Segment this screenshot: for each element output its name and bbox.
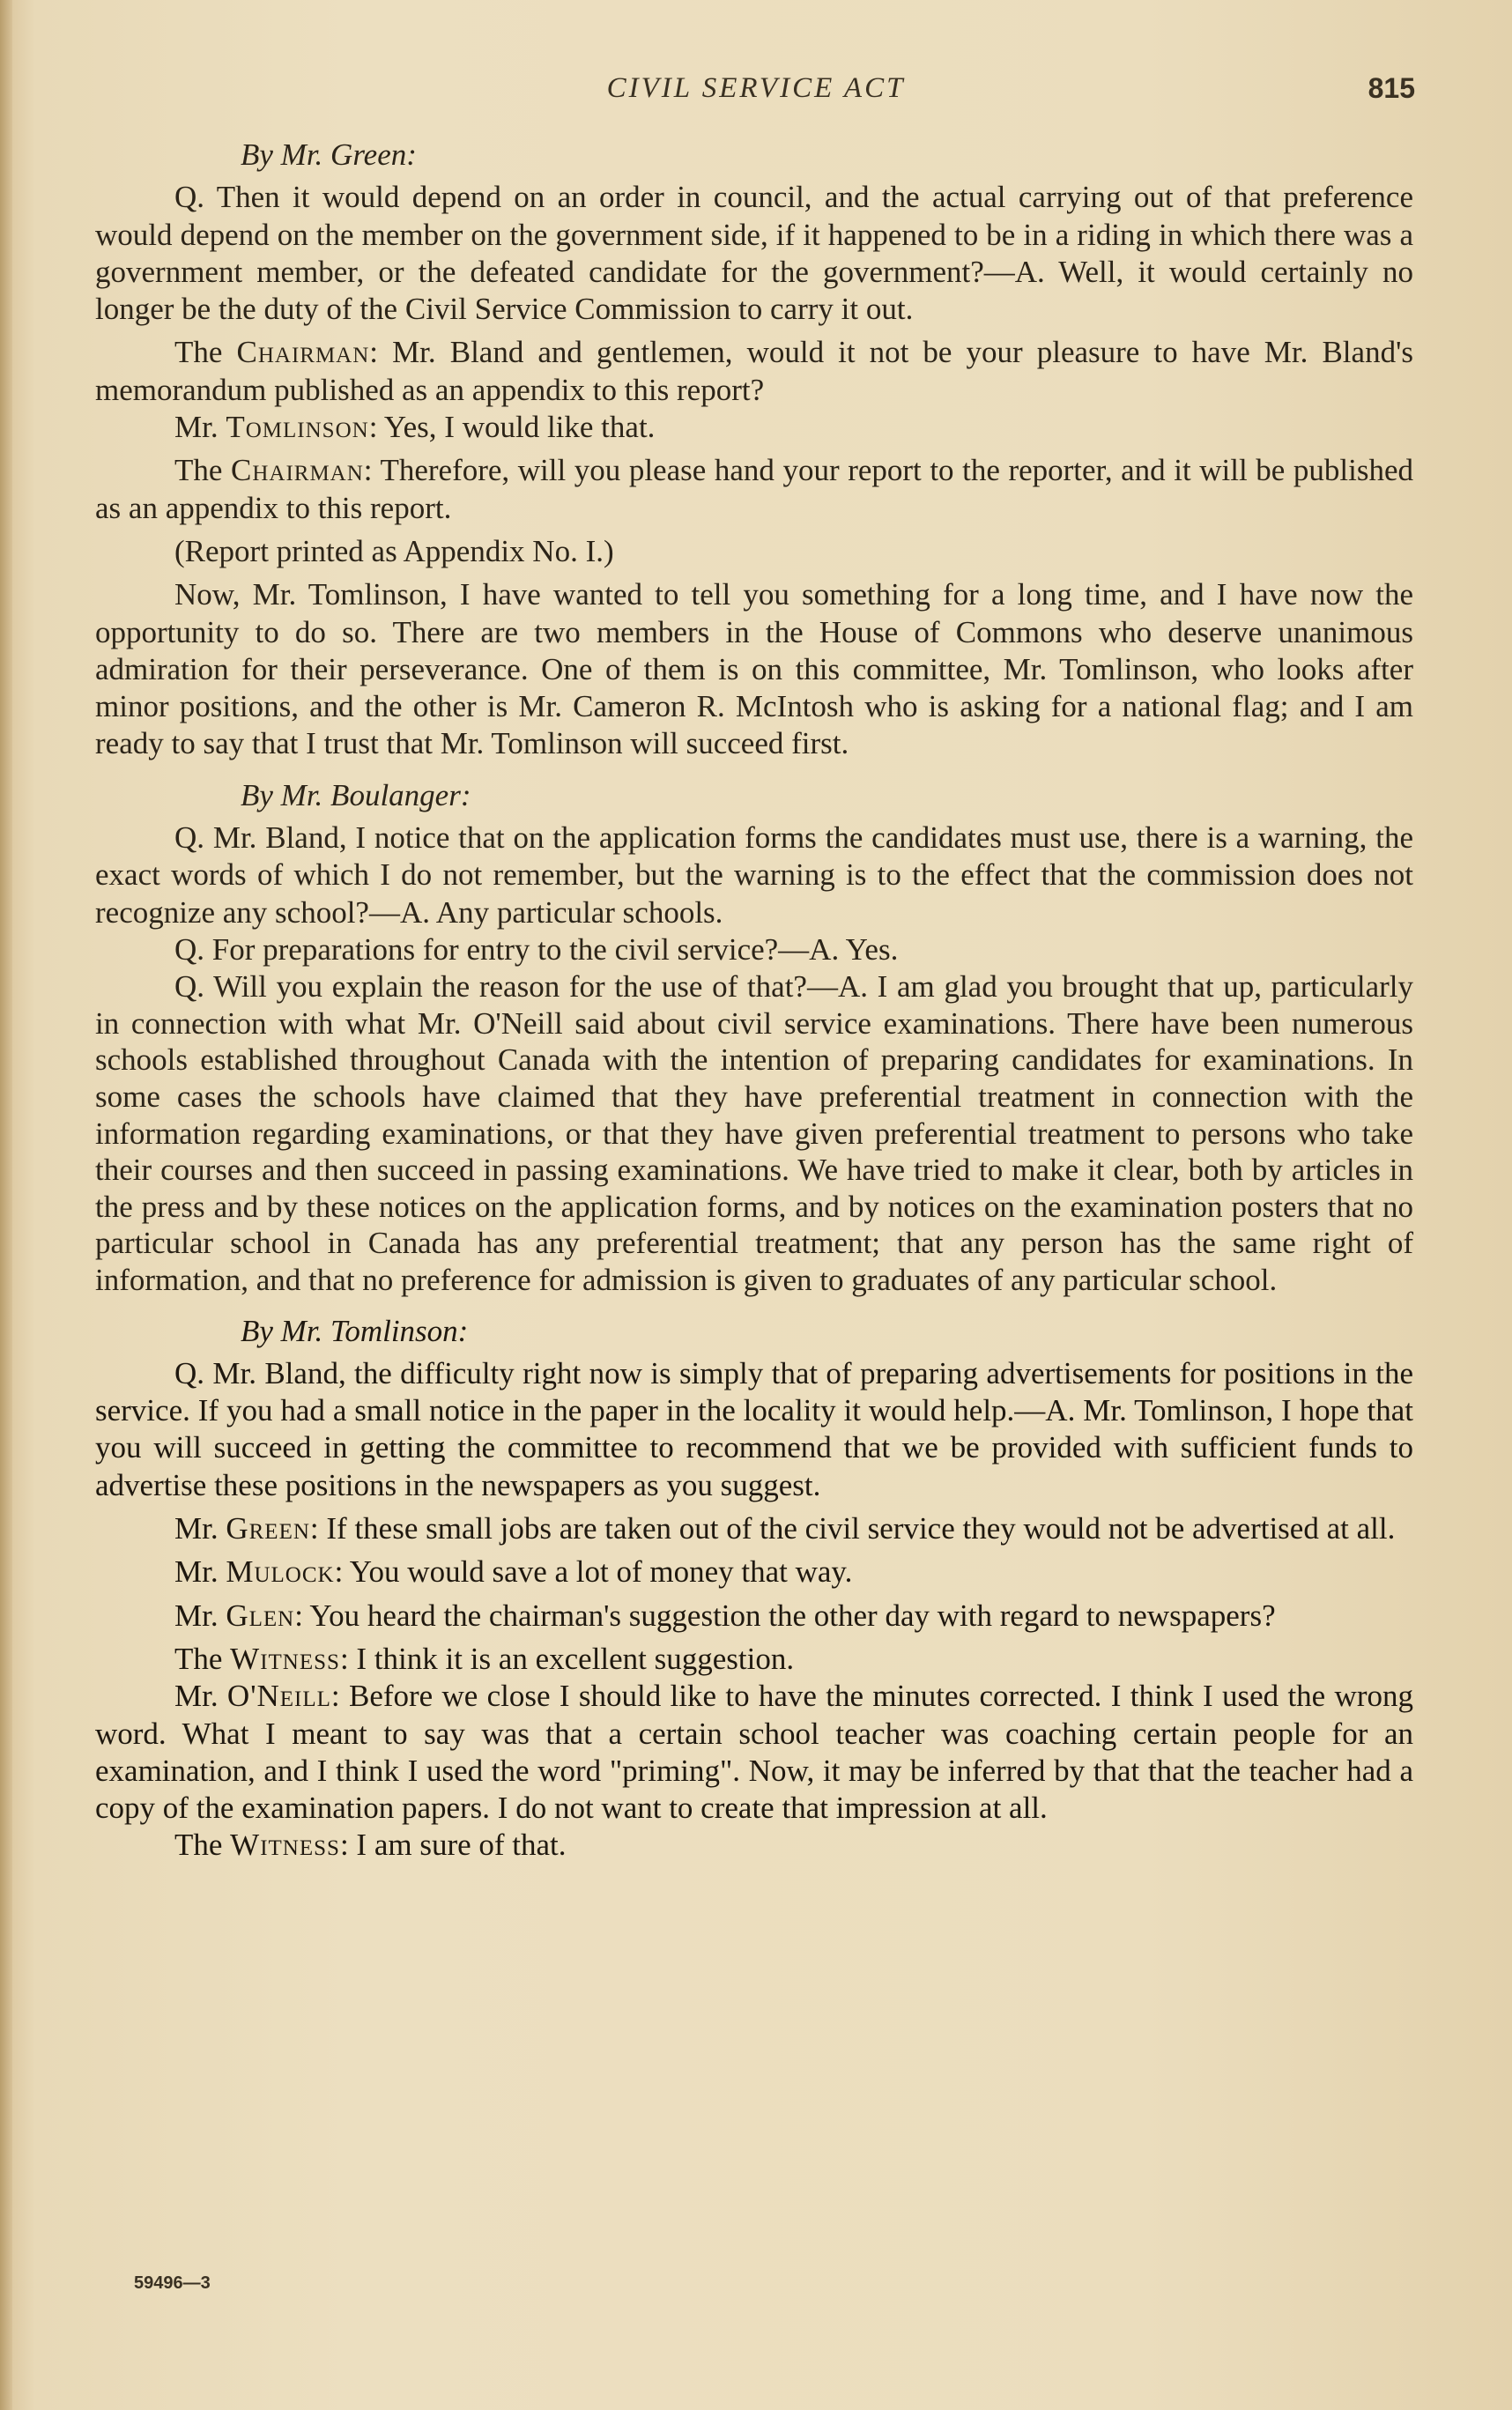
paragraph-mulock-remark xyxy=(95,1554,1413,1591)
examiner-heading-boulanger: By Mr. Boulanger: xyxy=(241,777,471,812)
speaker-name: Witness xyxy=(230,1641,340,1676)
speaker-name: Chairman xyxy=(236,335,370,370)
speaker-prefix: Mr. xyxy=(174,1598,226,1633)
speaker-name: Witness xyxy=(230,1828,340,1863)
printer-code: 59496—3 xyxy=(134,2273,211,2293)
speaker-name: Chairman xyxy=(231,453,364,488)
paragraph-text: : You heard the chairman's suggestion the other day with regard to newspapers? xyxy=(294,1598,1276,1633)
paragraph-green-remark xyxy=(95,1510,1413,1547)
speaker-prefix: The xyxy=(174,335,237,370)
speaker-name: Mulock xyxy=(226,1554,335,1590)
speaker-name: Tomlinson xyxy=(226,410,369,445)
speaker-prefix: Mr. xyxy=(174,1679,227,1714)
paragraph-schools-explanation: Q. Will you explain the reason for the use of that?—A. I am glad you brought that up, particularly in connection with what Mr. O'Neill said about civil service examinations. There have been numerous schools established throughout Canada with the intention of preparing candidates for examinations. In some cases the schools have claimed that they have preferential treatment in connection with the information regarding examinations, or that they have given preferential treatment to persons who take their courses and then succeed in passing examinations. We have tried to make it clear, both by articles in the press and by these notices on the application forms, and by notices on the examination posters that no particular school in Canada has any preferential treatment; that any person has the same right of information, and that no preference for admission is given to graduates of any particular school. xyxy=(95,969,1413,1297)
paragraph-text: : You would save a lot of money that way. xyxy=(334,1554,853,1590)
paragraph-text: : I think it is an excellent suggestion. xyxy=(339,1641,795,1676)
paragraph-text: : Before we close I should like to have the minutes corrected. I think I used the wrong word. What I meant to say was that a certain school teacher was coaching certain people for an examination, and I think I used the word "priming". Now, it may be inferred by that that the teacher had a copy of the examination papers. I do not want to create that impression at all. xyxy=(95,1679,1413,1826)
paragraph-text: : Therefore, will you please hand your report to the reporter, and it will be published as an appendix to this report. xyxy=(95,453,1414,525)
examiner-heading-tomlinson: By Mr. Tomlinson: xyxy=(241,1313,469,1348)
page-number: 815 xyxy=(1367,72,1415,104)
page-body xyxy=(95,137,1413,1865)
paragraph-tomlinson-question: Q. Mr. Bland, the difficulty right now is simply that of preparing advertisements for positions in the service. If you had a small notice in the paper in the locality it would help.—A. Mr. Tomlinson, I hope that you will succeed in getting the committee to recommend that we be provided with sufficient funds to advertise these positions in the newspapers as you suggest. xyxy=(95,1355,1413,1502)
speaker-prefix: Mr. xyxy=(174,1511,226,1546)
paragraph-witness-closing xyxy=(95,1827,1413,1864)
paragraph-chairman-appendix xyxy=(95,334,1413,409)
paragraph-text: : Yes, I would like that. xyxy=(368,410,656,445)
examiner-heading-green: By Mr. Green: xyxy=(241,137,417,172)
speaker-name: O'Neill xyxy=(226,1679,331,1714)
speaker-name: Glen xyxy=(226,1598,295,1633)
paragraph-appendix-note: (Report printed as Appendix No. I.) xyxy=(174,533,614,568)
paragraph-tomlinson-reply xyxy=(95,409,1413,446)
paragraph-chairman-tribute: Now, Mr. Tomlinson, I have wanted to tell you something for a long time, and I have now the opportunity to do so. There are two members in the House of Commons who deserve unanimous admiration for their perseverance. One of them is on this committee, Mr. Tomlinson, who looks after minor positions, and the other is Mr. Cameron R. McIntosh who is asking for a national flag; and I am ready to say that I trust that Mr. Tomlinson will succeed first. xyxy=(95,577,1413,761)
speaker-prefix: Mr. xyxy=(174,1554,226,1590)
paragraph-oneill-correction xyxy=(95,1678,1413,1827)
speaker-prefix: The xyxy=(174,1641,231,1676)
speaker-prefix: The xyxy=(174,453,231,488)
paragraph-green-question: Q. Then it would depend on an order in council, and the actual carrying out of that preference would depend on the member on the government side, if it happened to be in a riding in which there was a government member, or the defeated candidate for the government?—A. Well, it would certainly no longer be the duty of the Civil Service Commission to carry it out. xyxy=(95,180,1413,327)
page-header xyxy=(97,72,1415,116)
page-binding-edge xyxy=(0,0,12,2410)
paragraph-glen-question xyxy=(95,1598,1413,1635)
paragraph-text: : Mr. Bland and gentlemen, would it not be your pleasure to have Mr. Bland's memorandum published as an appendix to this report? xyxy=(95,335,1413,407)
paragraph-chairman-report xyxy=(95,452,1413,527)
speaker-name: Green xyxy=(226,1511,310,1546)
paragraph-text: : If these small jobs are taken out of the civil service they would not be advertised at all. xyxy=(309,1511,1396,1546)
speaker-prefix: Mr. xyxy=(174,410,226,445)
paragraph-text: : I am sure of that. xyxy=(339,1828,567,1863)
running-title: CIVIL SERVICE ACT xyxy=(606,72,906,104)
paragraph-preparations: Q. For preparations for entry to the civil service?—A. Yes. xyxy=(174,931,899,967)
paragraph-witness-answer xyxy=(95,1641,1413,1678)
paragraph-boulanger-question: Q. Mr. Bland, I notice that on the application forms the candidates must use, there is a warning, the exact words of which I do not remember, but the warning is to the effect that the commission does not recognize any school?—A. Any particular schools. xyxy=(95,820,1413,930)
speaker-prefix: The xyxy=(174,1828,231,1863)
